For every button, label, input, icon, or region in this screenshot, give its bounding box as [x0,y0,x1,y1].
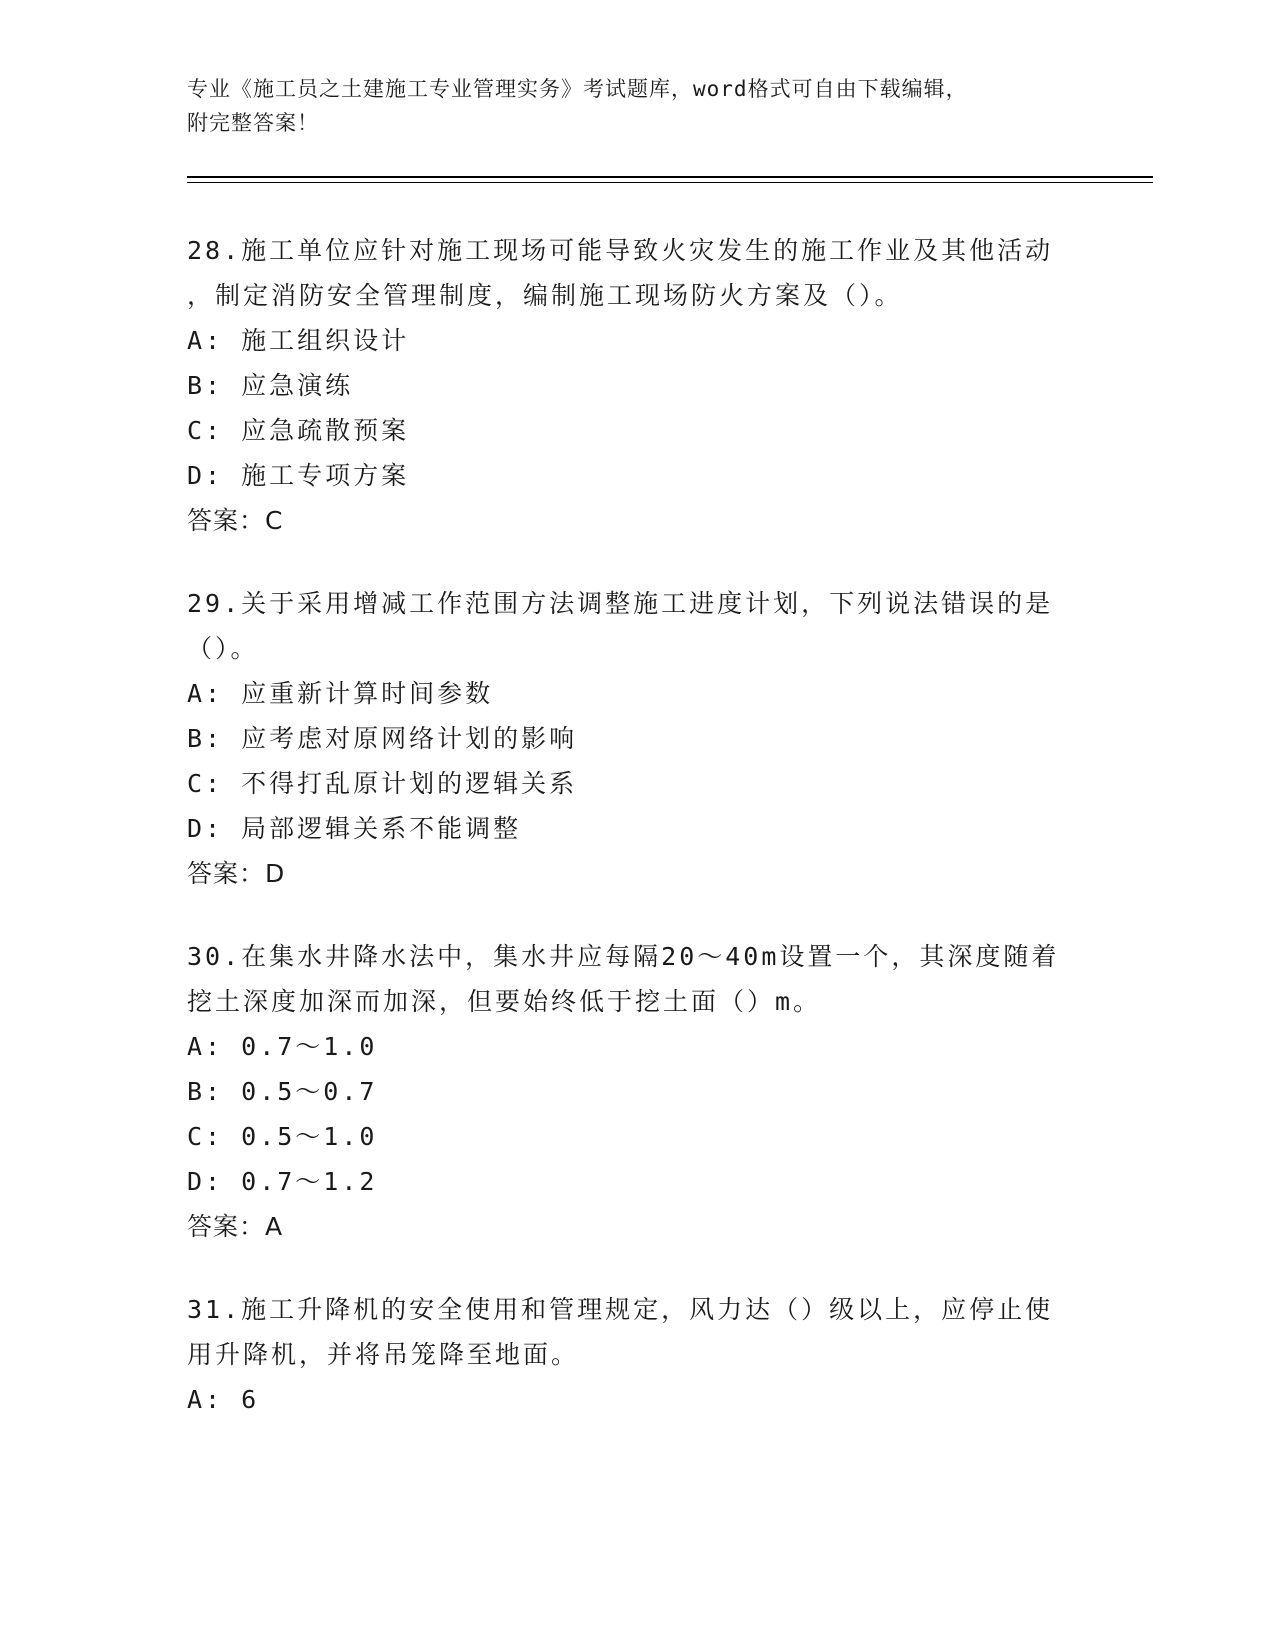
option-c: C: 不得打乱原计划的逻辑关系 [187,769,578,798]
question-stem-line: 31.施工升降机的安全使用和管理规定，风力达（）级以上，应停止使 [187,1295,1054,1324]
option-a: A: 6 [187,1385,260,1414]
answer: 答案：C [187,506,284,535]
question-28 [187,228,1107,543]
header-line-1: 专业《施工员之土建施工专业管理实务》考试题库，word格式可自由下载编辑， [187,77,968,101]
question-30 [187,934,1107,1249]
option-c: C: 0.5～1.0 [187,1122,378,1151]
question-stem-line: 挖土深度加深而加深，但要始终低于挖土面（）m。 [187,987,822,1016]
option-a: A: 0.7～1.0 [187,1032,378,1061]
option-d: D: 施工专项方案 [187,461,410,490]
answer: 答案：D [187,859,286,888]
document-header [187,72,1167,140]
question-stem-line: ，制定消防安全管理制度，编制施工现场防火方案及（）。 [187,281,903,310]
header-rule-thin [187,182,1153,183]
option-b: B: 应考虑对原网络计划的影响 [187,724,578,753]
option-b: B: 0.5～0.7 [187,1077,378,1106]
question-stem-line: 28.施工单位应针对施工现场可能导致火灾发生的施工作业及其他活动 [187,236,1054,265]
answer: 答案：A [187,1212,284,1241]
question-list [187,228,1107,1460]
question-29 [187,581,1107,896]
option-d: D: 0.7～1.2 [187,1167,378,1196]
header-rule-thick [187,176,1153,178]
option-a: A: 应重新计算时间参数 [187,679,494,708]
header-line-2: 附完整答案！ [187,111,319,135]
question-stem-line: 29.关于采用增减工作范围方法调整施工进度计划，下列说法错误的是 [187,589,1054,618]
question-stem-line: （）。 [187,634,259,663]
question-31 [187,1287,1107,1422]
question-stem-line: 30.在集水井降水法中，集水井应每隔20～40m设置一个，其深度随着 [187,942,1060,971]
option-c: C: 应急疏散预案 [187,416,410,445]
question-stem-line: 用升降机，并将吊笼降至地面。 [187,1340,580,1369]
option-b: B: 应急演练 [187,371,354,400]
option-d: D: 局部逻辑关系不能调整 [187,814,522,843]
option-a: A: 施工组织设计 [187,326,410,355]
